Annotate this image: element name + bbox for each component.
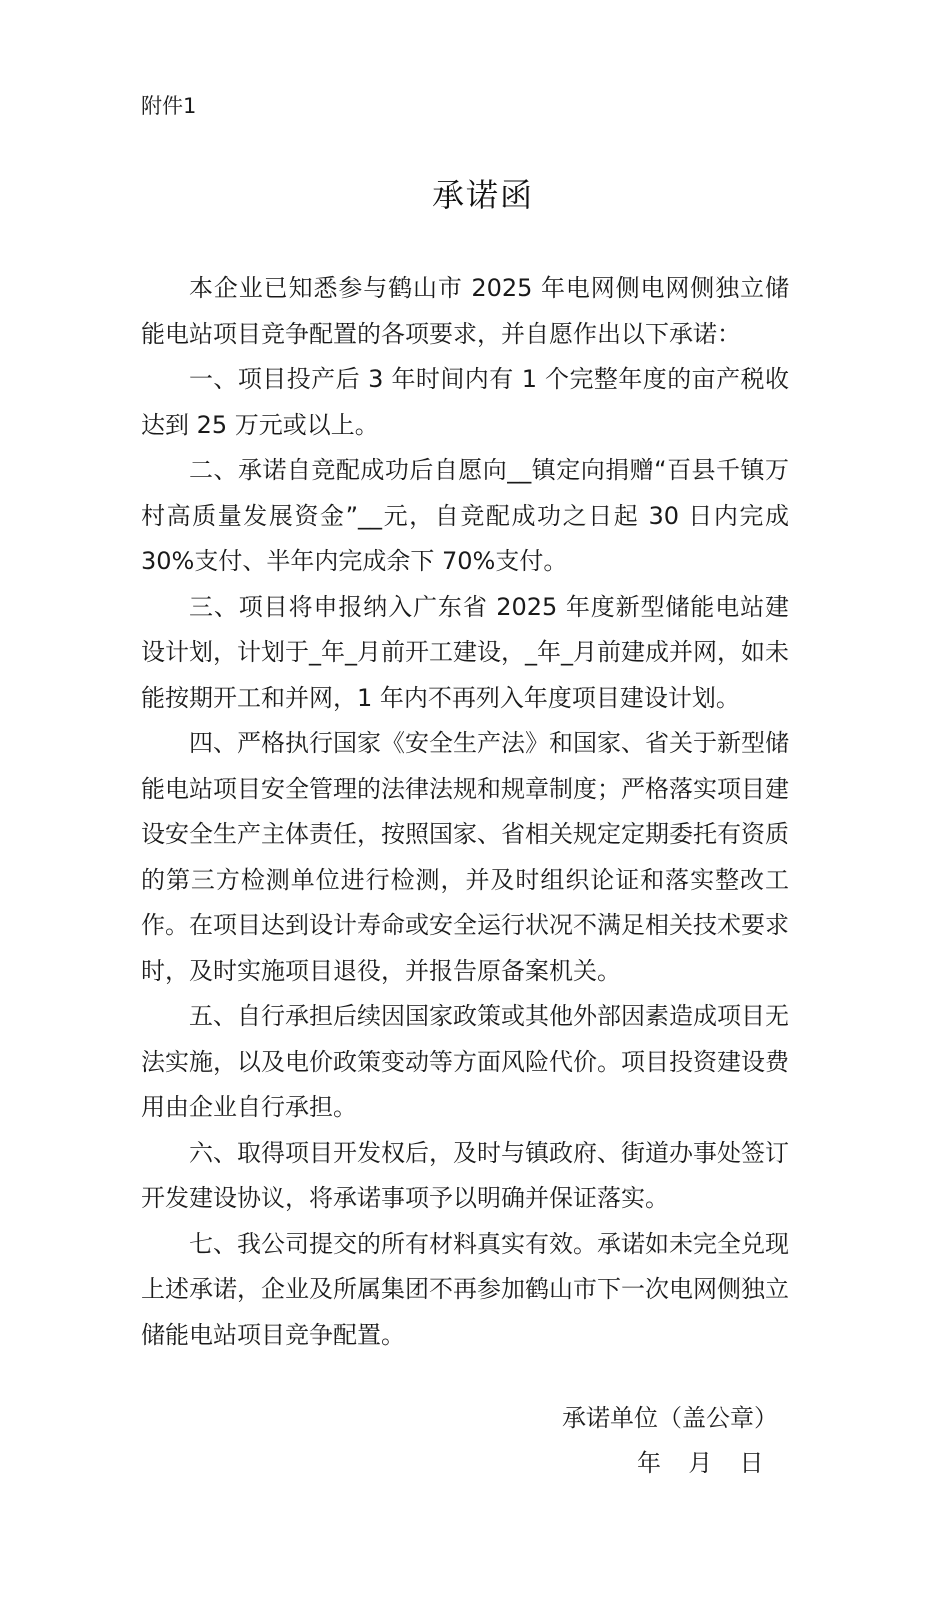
commitment-item-2: 二、承诺自竞配成功后自愿向__镇定向捐赠“百县千镇万村高质量发展资金”__元，自竞配成功之日起 30 日内完成 30%支付、半年内完成余下 70%支付。 bbox=[141, 456, 789, 575]
intro-paragraph: 本企业已知悉参与鹤山市 2025 年电网侧电网侧独立储能电站项目竞争配置的各项要求，并自愿作出以下承诺： bbox=[141, 274, 789, 348]
commitment-body bbox=[141, 266, 789, 1358]
commitment-item-1: 一、项目投产后 3 年时间内有 1 个完整年度的亩产税收达到 25 万元或以上。 bbox=[141, 365, 789, 439]
signature-unit-label: 承诺单位（盖公章） bbox=[562, 1404, 778, 1432]
commitment-item-5: 五、自行承担后续因国家政策或其他外部因素造成项目无法实施，以及电价政策变动等方面风险代价。项目投资建设费用由企业自行承担。 bbox=[141, 1002, 789, 1121]
attachment-label: 附件1 bbox=[141, 94, 197, 118]
commitment-item-6: 六、取得项目开发权后，及时与镇政府、街道办事处签订开发建设协议，将承诺事项予以明确并保证落实。 bbox=[141, 1138, 789, 1212]
commitment-item-7: 七、我公司提交的所有材料真实有效。承诺如未完全兑现上述承诺，企业及所属集团不再参加鹤山市下一次电网侧独立储能电站项目竞争配置。 bbox=[141, 1229, 789, 1349]
commitment-item-3: 三、项目将申报纳入广东省 2025 年度新型储能电站建设计划，计划于_年_月前开工建设，_年_月前建成并网，如未能按期开工和并网，1 年内不再列入年度项目建设计划。 bbox=[141, 592, 789, 712]
signature-date-label: 年 月 日 bbox=[637, 1449, 768, 1477]
commitment-item-4: 四、严格执行国家《安全生产法》和国家、省关于新型储能电站项目安全管理的法律法规和规章制度；严格落实项目建设安全生产主体责任，按照国家、省相关规定定期委托有资质的第三方检测单位进行检测，并及时组织论证和落实整改工作。在项目达到设计寿命或安全运行状况不满足相关技术要求时，及时实施项目退役，并报告原备案机关。 bbox=[141, 729, 789, 985]
document-title: 承诺函 bbox=[431, 176, 534, 214]
